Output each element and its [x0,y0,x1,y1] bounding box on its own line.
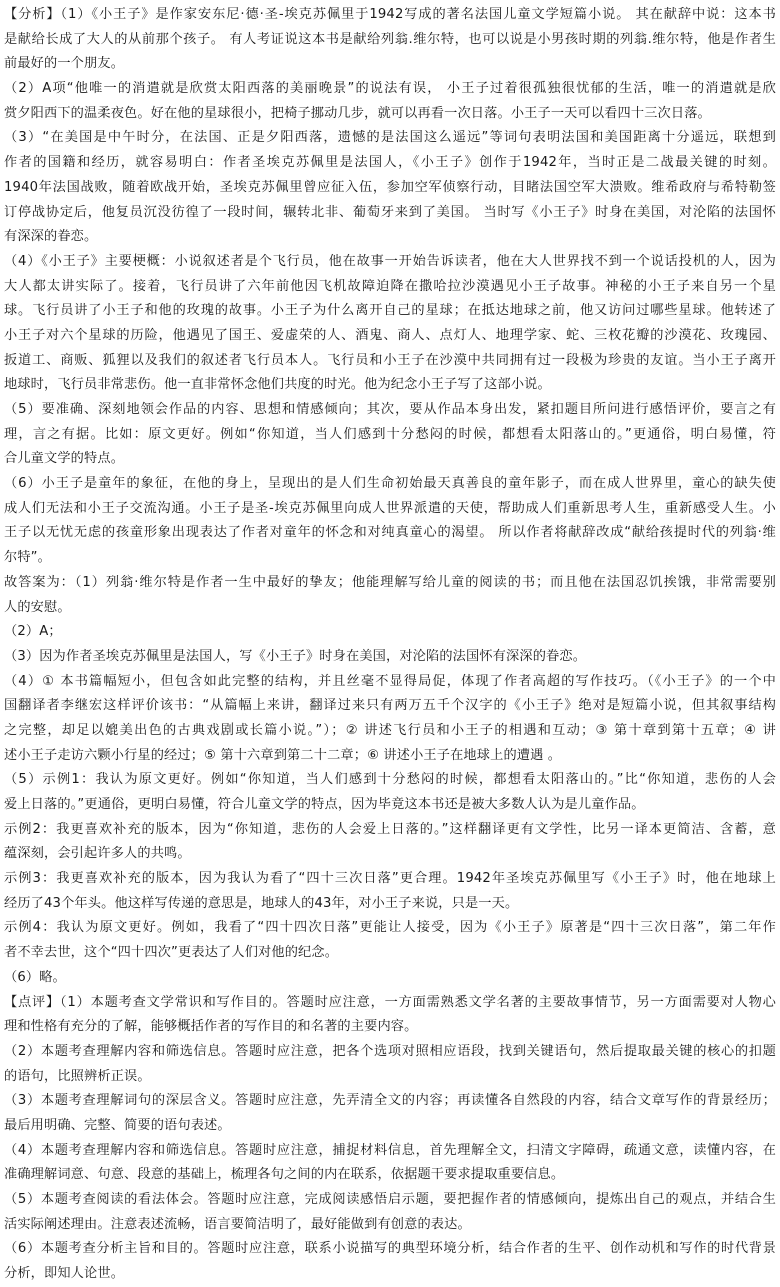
text-line: （2）A； [4,624,62,640]
text-line: （4）① 本书篇幅短小，但包含如此完整的结构，并且丝毫不显得局促，体现了作者高超的写作技巧。（《小王子》的一个中 [4,673,776,689]
text-line: 地球时，飞行员非常悲伤。他一直非常怀念他们共度的时光。他为纪念小王子写了这部小说。 [4,377,551,393]
text-line: （3）“在美国是中午时分，在法国、正是夕阳西落，遗憾的是法国这么遥远”等词句表明法国和美国距离十分遥远，联想到 [4,130,776,146]
text-line: 王子以无忧无虑的孩童形象出现表达了作者对童年的怀念和对纯真童心的渴望。 所以作者将献辞改成“献给孩提时代的列翁·维 [4,525,776,541]
text-line: （5）示例1：我认为原文更好。例如“你知道，当人们感到十分愁闷的时候，都想看太阳落山的。”比“你知道，悲伤的人会 [4,772,776,788]
text-line: 小王子对六个星球的历险，他遇见了国王、爱虚荣的人、酒鬼、商人、点灯人、地理学家、蛇、三枚花瓣的沙漠花、玫瑰园、 [4,327,776,343]
text-line: 活实际阐述理由。注意表述流畅，语言要简洁明了，最好能做到有创意的表达。 [4,1216,471,1232]
text-line: 理和性格有充分的了解，能够概括作者的写作目的和名著的主要内容。 [4,1019,418,1035]
text-line: 赏夕阳西下的温柔夜色。好在他的星球很小，把椅子挪动几步，就可以再看一次日落。小王子一天可以看四十三次日落。 [4,105,711,121]
text-line: 故答案为：（1）列翁·维尔特是作者一生中最好的挚友；他能理解写给儿童的阅读的书；而且他在法国忍饥挨饿，非常需要别 [4,574,776,590]
text-line: （3）因为作者圣埃克苏佩里是法国人，写《小王子》时身在美国，对沦陷的法国怀有深深的眷恋。 [4,648,587,664]
text-line: 尔特”。 [4,550,51,566]
text-line: 成人们无法和小王子交流沟通。小王子是圣-埃克苏佩里向成人世界派遣的天使，帮助成人们重新思考人生，重新感受人生。小 [4,500,776,516]
text-line: 【分析】（1）《小王子》是作家安东尼·德·圣-埃克苏佩里于1942写成的著名法国儿童文学短篇小说。 其在献辞中说：这本书 [4,7,776,22]
text-line: 有深深的眷恋。 [4,229,98,245]
text-line: 准确理解词意、句意、段意的基础上，梳理各句之间的内在联系，依据题干要求提取重要信息。 [4,1167,565,1183]
text-line: 述小王子走访六颗小行星的经过；⑤ 第十六章到第二十二章；⑥ 讲述小王子在地球上的遭遇 。 [4,747,562,763]
text-line: 国翻译者李继宏这样评价该书：“从篇幅上来讲，翻译过来只有两万五千个汉字的《小王子》绝对是短篇小说，但其叙事结构 [4,698,776,714]
text-line: （4）本题考查理解内容和筛选信息。答题时应注意，捕捉材料信息，首先理解全文，扫清文字障碍，疏通文意，读懂内容，在 [4,1142,776,1158]
text-line: （5）本题考查阅读的看法体会。答题时应注意，完成阅读感悟启示题，要把握作者的情感倾向，提炼出自己的观点，并结合生 [4,1192,776,1207]
text-line: 示例3：我更喜欢补充的版本，因为我认为看了“四十三次日落”更合理。1942年圣埃克苏佩里写《小王子》时，他在地球上 [4,871,776,887]
text-line: 最后用明确、完整、简要的语句表述。 [4,1117,231,1133]
text-line: 分析，即知人论世。 [4,1266,125,1282]
text-line: （5）要准确、深刻地领会作品的内容、思想和情感倾向；其次，要从作品本身出发，紧扣题目所问进行感悟评价，要言之有 [4,402,776,417]
text-line: 大人都太讲实际了。接着，飞行员讲了六年前他因飞机故障迫降在撒哈拉沙漠遇见小王子故事。神秘的小王子来自另一个星 [4,278,776,294]
text-line: （6）小王子是童年的象征，在他的身上，呈现出的是人们生命初始最天真善良的童年影子，而在成人世界里，童心的缺失使 [4,476,776,492]
text-line: 球。飞行员讲了小王子和他的玫瑰的故事。小王子为什么离开自己的星球；在抵达地球之前，他又访问过哪些星球。他转述了 [4,303,776,319]
text-line: 理，言之有据。比如：原文更好。例如“你知道，当人们感到十分愁闷的时候，都想看太阳落山的。”更通俗，明白易懂，符 [4,426,776,442]
text-line: （6）略。 [4,969,66,985]
text-line: （2）本题考查理解内容和筛选信息。答题时应注意，把各个选项对照相应语段，找到关键语句，然后提取最关键的核心的扣题 [4,1043,776,1059]
text-line: 示例4：我认为原文更好。例如，我看了“四十四次日落”更能让人接受，因为《小王子》原著是“四十三次日落”，第二年作 [4,920,776,936]
text-line: 人的安慰。 [4,599,71,615]
text-line: 之完整，却足以媲美出色的古典戏剧或长篇小说。”）；② 讲述飞行员和小王子的相遇和互动；③ 第十章到第十五章；④ 讲 [4,722,776,738]
text-line: （3）本题考查理解词句的深层含义。答题时应注意，先弄清全文的内容；再读懂各自然段的内容，结合文章写作的背景经历； [4,1093,776,1109]
text-line: 的语句，比照辨析正误。 [4,1068,151,1084]
text-line: 【点评】（1）本题考查文学常识和写作目的。答题时应注意，一方面需熟悉文学名著的主要故事情节，另一方面需要对人物心 [4,994,776,1010]
text-line: 是献给长成了大人的从前那个孩子。 有人考证说这本书是献给列翁.维尔特，也可以说是小男孩时期的列翁.维尔特，他是作者生 [4,31,776,47]
text-line: 订停战协定后，他复员沉没彷徨了一段时间，辗转北非、葡萄牙来到了美国。 当时写《小王子》时身在美国，对沦陷的法国怀 [4,204,776,220]
text-line: 前最好的一个朋友。 [4,56,125,72]
text-line: 爱上日落的。”更通俗，更明白易懂，符合儿童文学的特点，因为毕竟这本书还是被大多数人认为是儿童作品。 [4,797,645,812]
text-line: （2）A项“他唯一的消遣就是欣赏太阳西落的美丽晚景”的说法有误， 小王子过着很孤独很忧郁的生活，唯一的消遣就是欣 [4,81,776,97]
text-line: 者不幸去世，这个“四十四次”更表达了人们对他的纪念。 [4,945,339,961]
text-line: 经历了43个年头。他这样写传递的意思是，地球人的43年，对小王子来说，只是一天。 [4,895,519,911]
text-line: 扳道工、商贩、狐狸以及我们的叙述者飞行员本人。飞行员和小王子在沙漠中共同拥有过一段极为珍贵的友谊。当小王子离开 [4,352,776,368]
text-line: 蕴深刻，会引起许多人的共鸣。 [4,846,191,862]
text-line: （6）本题考查分析主旨和目的。答题时应注意，联系小说描写的典型环境分析，结合作者的生平、创作动机和写作的时代背景 [4,1241,776,1257]
text-line: 合儿童文学的特点。 [4,451,125,467]
text-line: 1940年法国战败，随着欧战开始，圣埃克苏佩里曾应征入伍，参加空军侦察行动，目睹法国空军大溃败。维希政府与希特勒签 [4,179,776,195]
text-line: 示例2：我更喜欢补充的版本，因为“你知道，悲伤的人会爱上日落的。”这样翻译更有文学性，比另一译本更简洁、含蓄，意 [4,821,776,837]
text-line: 作者的国籍和经历，就容易明白：作者圣埃克苏佩里是法国人，《小王子》创作于1942年，当时正是二战最关键的时刻。 [4,155,776,171]
text-line: （4）《小王子》主要梗概：小说叙述者是个飞行员，他在故事一开始告诉读者，他在大人世界找不到一个说话投机的人，因为 [4,253,776,269]
